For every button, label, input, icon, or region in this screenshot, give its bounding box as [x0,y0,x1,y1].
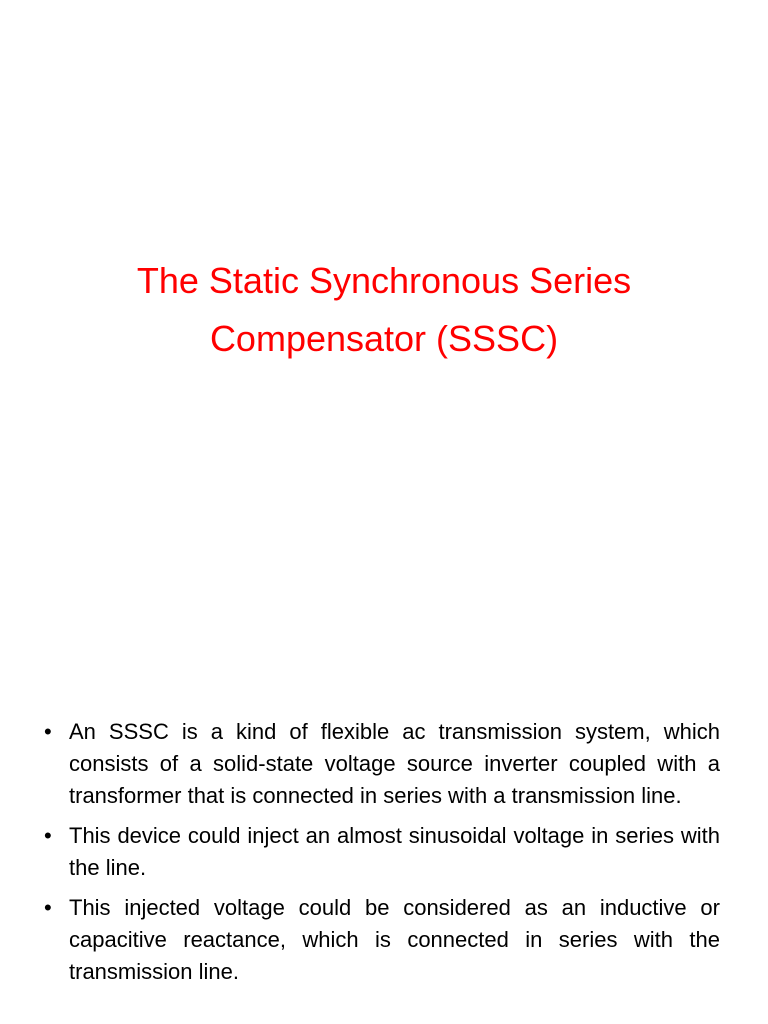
bullet-icon: • [44,823,52,848]
bullet-icon: • [44,719,52,744]
bullet-text: This device could inject an almost sinusoidal voltage in series with the line. [69,823,720,880]
bullet-icon: • [44,895,52,920]
bullet-list [44,716,720,996]
bullet-item [44,820,720,884]
title-line-1: The Static Synchronous Series [136,260,632,301]
bullet-text: An SSSC is a kind of flexible ac transmission system, which consists of a solid-state voltage source inverter coupled with a transformer that is connected in series with a transmission line. [69,719,720,808]
slide-title [40,252,728,368]
bullet-item [44,892,720,988]
bullet-text: This injected voltage could be considered as an inductive or capacitive reactance, which is connected in series with the transmission line. [69,895,720,984]
title-line-2: Compensator (SSSC) [209,318,559,359]
bullet-item [44,716,720,812]
